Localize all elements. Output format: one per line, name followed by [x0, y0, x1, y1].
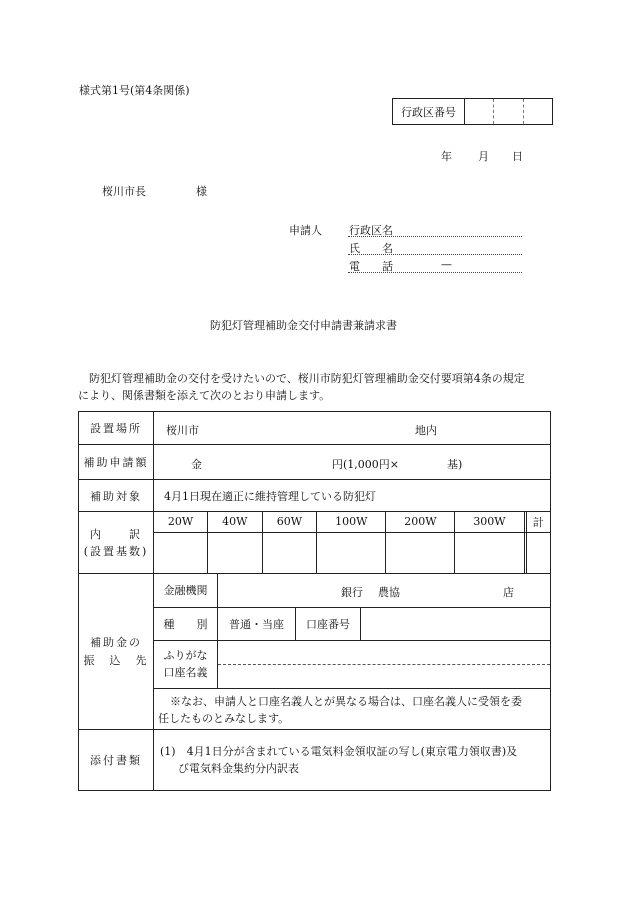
- breakdown-header-40w: 40W: [208, 512, 263, 532]
- transfer-label-2: 振 込 先: [83, 653, 149, 667]
- amount-count-unit: 基): [447, 458, 463, 471]
- transfer-label-1: 補助金の: [90, 635, 142, 649]
- note-line-1: ※なお、申請人と口座名義人とが異なる場合は、口座名義人に受領を委: [170, 694, 522, 708]
- account-no-input[interactable]: [361, 607, 551, 640]
- breakdown-header-total: 計: [526, 512, 550, 532]
- applicant-phone-label: 電 話: [349, 260, 393, 273]
- region-number-box: [392, 98, 553, 125]
- applicant-district-label: 行政区名: [349, 224, 393, 237]
- type-label: 種 別: [154, 607, 218, 640]
- attachment-line-2: び電気料金集約分内訳表: [178, 762, 299, 775]
- region-digit-3[interactable]: [523, 99, 552, 125]
- account-no-label: 口座番号: [296, 607, 361, 640]
- intro-line-2: により、関係書類を添えて次のとおり申請します。: [78, 389, 331, 402]
- breakdown-header-20w: 20W: [154, 512, 208, 532]
- applicant-name-line[interactable]: [348, 240, 522, 255]
- applicant-name-label: 氏 名: [349, 242, 393, 255]
- applicant-phone-line[interactable]: [348, 258, 522, 273]
- form-number: 様式第1号(第4条関係): [79, 84, 190, 97]
- holder-label: 口座名義: [163, 666, 208, 679]
- document-title: 防犯灯管理補助金交付申請書兼請求書: [210, 319, 397, 332]
- applicant-district-line[interactable]: [348, 222, 522, 237]
- target-value: 4月1日現在適正に維持管理している防犯灯: [164, 489, 376, 503]
- attachment-line-1: (1) 4月1日分が含まれている電気料金領収証の写し(東京電力領収書)及: [160, 745, 518, 758]
- furigana-label: ふりがな: [163, 649, 208, 662]
- location-cell[interactable]: [154, 412, 551, 445]
- breakdown-input-40w[interactable]: [208, 532, 263, 573]
- amount-unit: 円(1,000円×: [332, 458, 399, 471]
- breakdown-input-200w[interactable]: [386, 532, 455, 573]
- applicant-label: 申請人: [289, 224, 322, 237]
- attachments-label: 添付書類: [79, 730, 154, 791]
- addressee-name: 桜川市長: [102, 185, 146, 198]
- furigana-input[interactable]: [218, 642, 550, 665]
- region-number-label: 行政区番号: [393, 99, 465, 125]
- breakdown-label-1: 内 訳: [90, 527, 142, 541]
- breakdown-input-300w[interactable]: [455, 532, 524, 573]
- transfer-label: [79, 574, 154, 730]
- breakdown-label-2: (設置基数): [83, 544, 149, 558]
- date-month: 月: [478, 150, 489, 163]
- breakdown-grid: [154, 512, 550, 573]
- location-suffix: 地内: [415, 424, 437, 437]
- target-label: 補助対象: [79, 480, 154, 512]
- application-form-table: [78, 411, 551, 791]
- phone-separator: —: [441, 258, 452, 271]
- coop-text: 農協: [378, 586, 400, 599]
- bank-text: 銀行: [341, 586, 363, 599]
- breakdown-input-total[interactable]: [526, 532, 550, 573]
- region-digit-1[interactable]: [465, 99, 494, 125]
- holder-name-input[interactable]: [218, 665, 550, 687]
- bank-label: 金融機関: [154, 574, 218, 607]
- breakdown-input-100w[interactable]: [317, 532, 386, 573]
- breakdown-input-20w[interactable]: [154, 532, 208, 573]
- amount-label: 補助申請額: [79, 445, 154, 480]
- breakdown-header-300w: 300W: [455, 512, 524, 532]
- region-digit-2[interactable]: [494, 99, 523, 125]
- transfer-note: [154, 688, 550, 729]
- breakdown-label: [79, 512, 154, 574]
- addressee-honorific: 様: [196, 185, 207, 198]
- intro-line-1: 防犯灯管理補助金の交付を受けたいので、桜川市防犯灯管理補助金交付要項第4条の規定: [89, 372, 525, 385]
- breakdown-header-100w: 100W: [317, 512, 386, 532]
- amount-cell[interactable]: [154, 445, 551, 480]
- breakdown-header-60w: 60W: [262, 512, 317, 532]
- breakdown-header-200w: 200W: [386, 512, 455, 532]
- transfer-grid: [154, 574, 550, 729]
- bank-cell[interactable]: [218, 574, 551, 607]
- holder-labels: [154, 640, 218, 688]
- holder-input[interactable]: [218, 640, 551, 688]
- location-label: 設置場所: [79, 412, 154, 445]
- type-value[interactable]: 普通・当座: [218, 607, 296, 640]
- amount-prefix: 金: [191, 458, 202, 471]
- location-city: 桜川市: [166, 424, 199, 437]
- breakdown-input-60w[interactable]: [262, 532, 317, 573]
- date-year: 年: [441, 150, 452, 163]
- branch-text: 店: [503, 586, 514, 599]
- note-line-2: 任したものとみなします。: [158, 711, 290, 725]
- date-day: 日: [512, 150, 523, 163]
